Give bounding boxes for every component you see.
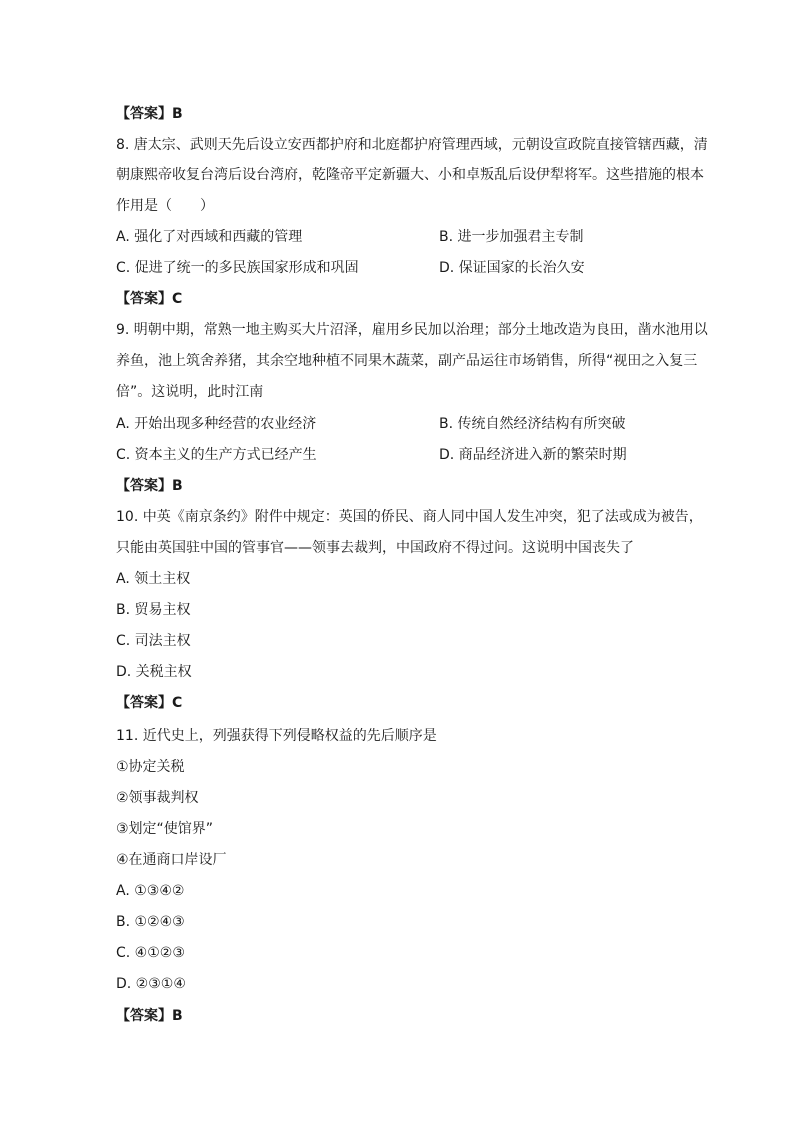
question-8-option-c: C. 促进了统一的多民族国家形成和巩固 (116, 260, 359, 276)
question-8-option-b: B. 进一步加强君主专制 (439, 229, 584, 245)
question-8-stem-line-2: 朝康熙帝收复台湾后设台湾府，乾隆帝平定新疆大、小和卓叛乱后设伊犁将军。这些措施的根本 (116, 167, 704, 183)
question-9-stem-line-3: 倍”。这说明，此时江南 (116, 384, 264, 400)
question-10-option-b: B. 贸易主权 (116, 602, 191, 618)
answer-q7: 【答案】B (116, 106, 183, 122)
question-11-item-2: ②领事裁判权 (116, 790, 199, 806)
answer-q10: 【答案】C (116, 695, 183, 711)
question-9-option-c: C. 资本主义的生产方式已经产生 (116, 447, 317, 463)
answer-q8: 【答案】C (116, 291, 183, 307)
question-11-option-a: A. ①③④② (116, 883, 185, 899)
question-11-stem-line-1: 11. 近代史上，列强获得下列侵略权益的先后顺序是 (116, 728, 437, 744)
question-10-option-a: A. 领土主权 (116, 571, 191, 587)
question-8-option-d: D. 保证国家的长治久安 (439, 260, 585, 276)
question-10-option-d: D. 关税主权 (116, 664, 192, 680)
question-11-option-c: C. ④①②③ (116, 945, 185, 961)
question-11-item-4: ④在通商口岸设厂 (116, 852, 227, 868)
question-9-option-d: D. 商品经济进入新的繁荣时期 (439, 447, 627, 463)
answer-q11: 【答案】B (116, 1008, 183, 1024)
answer-q9: 【答案】B (116, 478, 183, 494)
question-11-item-1: ①协定关税 (116, 759, 185, 775)
question-11-item-3: ③划定“使馆界” (116, 821, 214, 837)
question-9-option-b: B. 传统自然经济结构有所突破 (439, 416, 626, 432)
question-8-stem-line-1: 8. 唐太宗、武则天先后设立安西都护府和北庭都护府管理西域，元朝设宣政院直接管辖西藏，清 (116, 137, 708, 153)
question-9-option-a: A. 开始出现多种经营的农业经济 (116, 416, 317, 432)
question-10-option-c: C. 司法主权 (116, 633, 191, 649)
question-10-stem-line-2: 只能由英国驻中国的管事官——领事去裁判，中国政府不得过问。这说明中国丧失了 (116, 540, 634, 556)
question-10-stem-line-1: 10. 中英《南京条约》附件中规定：英国的侨民、商人同中国人发生冲突，犯了法或成为被告， (116, 509, 703, 525)
question-11-option-d: D. ②③①④ (116, 976, 186, 992)
question-8-option-a: A. 强化了对西域和西藏的管理 (116, 229, 303, 245)
question-9-stem-line-1: 9. 明朝中期，常熟一地主购买大片沼泽，雇用乡民加以治理；部分土地改造为良田，凿水池用以 (116, 322, 708, 338)
question-9-stem-line-2: 养鱼，池上筑舍养猪，其余空地种植不同果木蔬菜，副产品运往市场销售，所得“视田之入复三 (116, 353, 698, 369)
question-11-option-b: B. ①②④③ (116, 914, 185, 930)
question-8-stem-line-3: 作用是（ ） (116, 198, 214, 214)
